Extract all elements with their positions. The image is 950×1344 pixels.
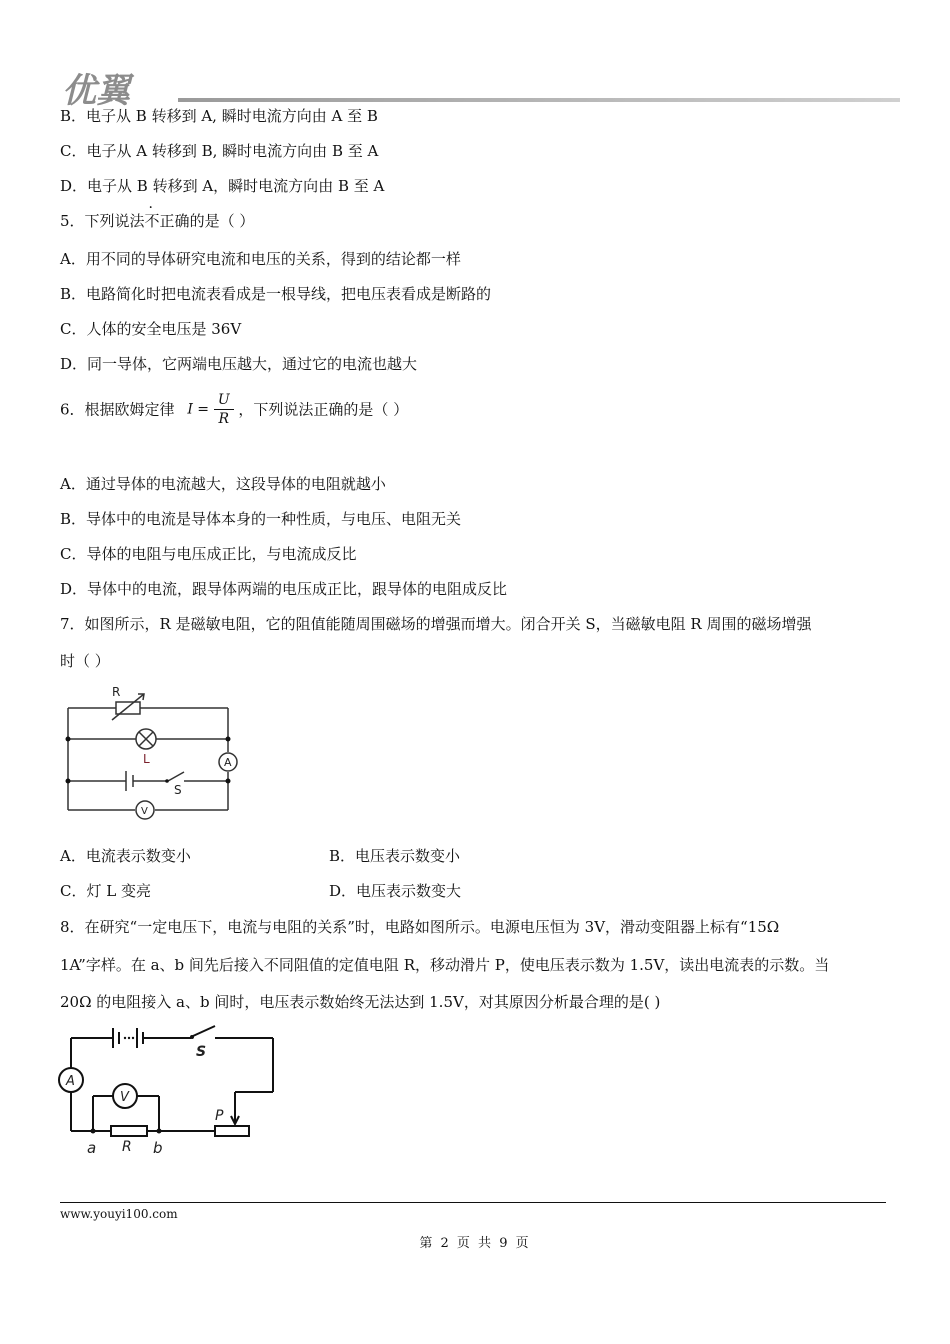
magnetoresistor-symbol [116, 702, 140, 714]
q6-formula-denominator: R [218, 411, 229, 427]
header-rule [178, 98, 900, 102]
label-A: A [66, 1074, 75, 1089]
label-b: b [153, 1139, 163, 1157]
q5-stem-pre: 5．下列说法 [60, 212, 145, 230]
q6-option-b: B．导体中的电流是导体本身的一种性质，与电压、电阻无关 [60, 510, 462, 528]
label-P: P [215, 1108, 224, 1124]
q7-circuit-diagram [60, 680, 250, 820]
q6-option-c: C．导体的电阻与电压成正比，与电流成反比 [60, 545, 357, 563]
label-R: R [112, 685, 121, 699]
label-a: a [87, 1139, 97, 1157]
q6-formula-lhs: I = [187, 401, 210, 418]
label-A: A [224, 756, 232, 769]
footer-rule [60, 1202, 886, 1203]
q5-stem-emphasis: 不正确 [144, 212, 190, 230]
q8-stem-line3: 20Ω 的电阻接入 a、b 间时，电压表示数始终无法达到 1.5V，对其原因分析最合理的是( ) [60, 993, 661, 1011]
q6-formula-fraction [214, 391, 234, 428]
q5-option-d: D．同一导体，它两端电压越大，通过它的电流也越大 [60, 355, 418, 373]
label-L: L [143, 752, 150, 766]
q7-option-b: B．电压表示数变小 [329, 847, 461, 865]
q7-option-a: A．电流表示数变小 [60, 847, 191, 865]
q6-stem-post: ，下列说法正确的是（ ） [238, 400, 409, 419]
footer-url: www.youyi100.com [60, 1207, 178, 1221]
q6-formula [187, 391, 233, 428]
q5-stem [60, 211, 254, 231]
rheostat-symbol [215, 1126, 249, 1136]
q6-option-a: A．通过导体的电流越大，这段导体的电阻就越小 [60, 475, 386, 493]
q7-option-c: C．灯 L 变亮 [60, 882, 151, 900]
label-V: V [120, 1090, 129, 1105]
q5-stem-post: 的是（ ） [189, 212, 255, 230]
q6-option-d: D．导体中的电流，跟导体两端的电压成正比，跟导体的电阻成反比 [60, 580, 508, 598]
q7-stem-line1: 7．如图所示，R 是磁敏电阻，它的阻值能随周围磁场的增强而增大。闭合开关 S，当磁敏电阻 R 周围的磁场增强 [60, 615, 812, 633]
label-S: S [174, 783, 182, 797]
q8-circuit-diagram [55, 1020, 285, 1160]
label-V: V [141, 806, 148, 817]
q8-stem-line2: 1A”字样。在 a、b 间先后接入不同阻值的定值电阻 R，移动滑片 P，使电压表示数为 1.5V，读出电流表的示数。当 [60, 956, 830, 974]
label-R: R [122, 1139, 132, 1155]
q4-option-c: C．电子从 A 转移到 B, 瞬时电流方向由 B 至 A [60, 142, 379, 160]
resistor-symbol [111, 1126, 147, 1136]
q4-option-b: B．电子从 B 转移到 A, 瞬时电流方向由 A 至 B [60, 107, 378, 125]
q6-formula-numerator: U [214, 391, 234, 410]
logo-text: 优翼 [62, 71, 130, 108]
q7-stem-line2: 时（ ） [60, 652, 110, 670]
q5-option-c: C．人体的安全电压是 36V [60, 320, 242, 338]
q8-stem-line1: 8．在研究“一定电压下，电流与电阻的关系”时，电路如图所示。电源电压恒为 3V，滑动变阻器上标有“15Ω [60, 918, 780, 936]
header-logo [60, 64, 900, 108]
q5-option-a: A．用不同的导体研究电流和电压的关系，得到的结论都一样 [60, 250, 461, 268]
page-number: 第 2 页 共 9 页 [419, 1236, 531, 1251]
q7-option-d: D．电压表示数变大 [329, 882, 462, 900]
label-S: S [196, 1044, 207, 1060]
q6-stem-pre: 6．根据欧姆定律 [60, 400, 175, 419]
q4-option-d: D．电子从 B 转移到 A，瞬时电流方向由 B 至 A [60, 177, 385, 195]
q6-stem [60, 391, 408, 428]
q5-option-b: B．电路简化时把电流表看成是一根导线，把电压表看成是断路的 [60, 285, 492, 303]
